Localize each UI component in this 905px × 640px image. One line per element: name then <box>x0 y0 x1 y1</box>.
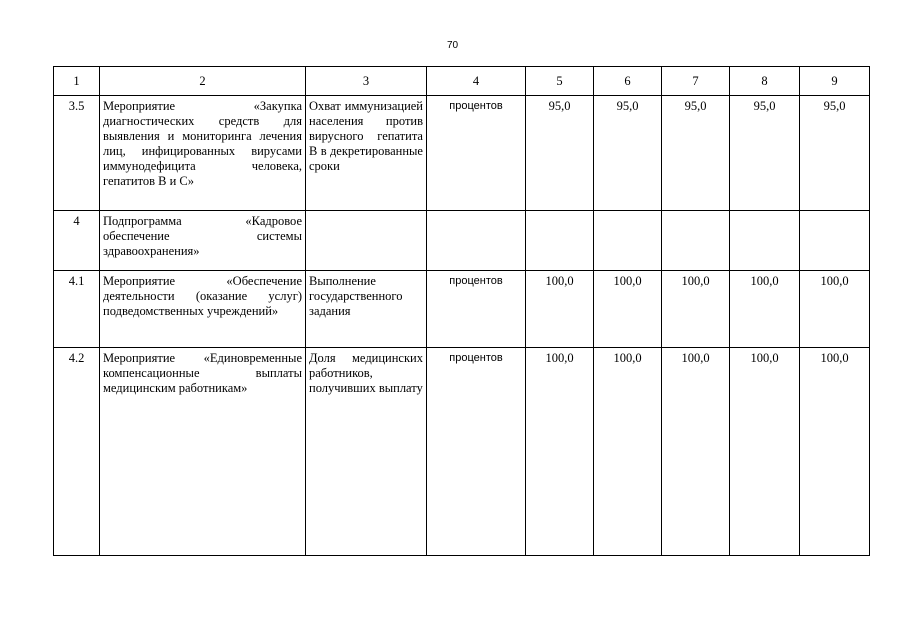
header-cell: 1 <box>54 67 100 96</box>
value-cell: 100,0 <box>526 271 594 348</box>
indicators-table <box>53 66 870 556</box>
value-cell: 100,0 <box>730 271 800 348</box>
indicator-cell <box>306 211 427 271</box>
row-number: 4.2 <box>54 348 100 556</box>
header-cell: 2 <box>100 67 306 96</box>
value-cell: 95,0 <box>800 96 870 211</box>
indicator-cell: Доля медицинских работников, получивших выплату <box>306 348 427 556</box>
event-cell: Мероприятие «Единовременные компенсационные выплаты медицинским работникам» <box>100 348 306 556</box>
unit-cell: процентов <box>427 348 526 556</box>
row-number: 3.5 <box>54 96 100 211</box>
value-cell: 100,0 <box>526 348 594 556</box>
header-cell: 6 <box>594 67 662 96</box>
value-cell <box>526 211 594 271</box>
row-number: 4 <box>54 211 100 271</box>
value-cell: 100,0 <box>594 271 662 348</box>
table-row <box>54 96 870 211</box>
value-cell: 100,0 <box>662 271 730 348</box>
value-cell: 95,0 <box>526 96 594 211</box>
indicator-cell: Выполнение государственного задания <box>306 271 427 348</box>
value-cell: 100,0 <box>594 348 662 556</box>
event-cell: Мероприятие «Обеспечение деятельности (оказание услуг) подведомственных учреждений» <box>100 271 306 348</box>
value-cell: 95,0 <box>594 96 662 211</box>
header-cell: 9 <box>800 67 870 96</box>
value-cell <box>800 211 870 271</box>
unit-cell: процентов <box>427 271 526 348</box>
value-cell <box>662 211 730 271</box>
table-row <box>54 348 870 556</box>
value-cell: 100,0 <box>800 348 870 556</box>
value-cell: 95,0 <box>730 96 800 211</box>
event-cell: Мероприятие «Закупка диагностических средств для выявления и мониторинга лечения лиц, инфицированных вирусами иммунодефицита человека, гепатитов В и С» <box>100 96 306 211</box>
value-cell: 100,0 <box>662 348 730 556</box>
header-cell: 7 <box>662 67 730 96</box>
value-cell <box>730 211 800 271</box>
table-row <box>54 211 870 271</box>
table-header-row <box>54 67 870 96</box>
row-number: 4.1 <box>54 271 100 348</box>
value-cell: 95,0 <box>662 96 730 211</box>
header-cell: 8 <box>730 67 800 96</box>
event-cell: Подпрограмма «Кадровое обеспечение системы здравоохранения» <box>100 211 306 271</box>
value-cell: 100,0 <box>800 271 870 348</box>
value-cell: 100,0 <box>730 348 800 556</box>
page-number: 70 <box>446 40 459 51</box>
unit-cell: процентов <box>427 96 526 211</box>
header-cell: 5 <box>526 67 594 96</box>
value-cell <box>594 211 662 271</box>
header-cell: 3 <box>306 67 427 96</box>
header-cell: 4 <box>427 67 526 96</box>
unit-cell <box>427 211 526 271</box>
indicator-cell: Охват иммунизацией населения против вирусного гепатита В в декретированные сроки <box>306 96 427 211</box>
table-row <box>54 271 870 348</box>
